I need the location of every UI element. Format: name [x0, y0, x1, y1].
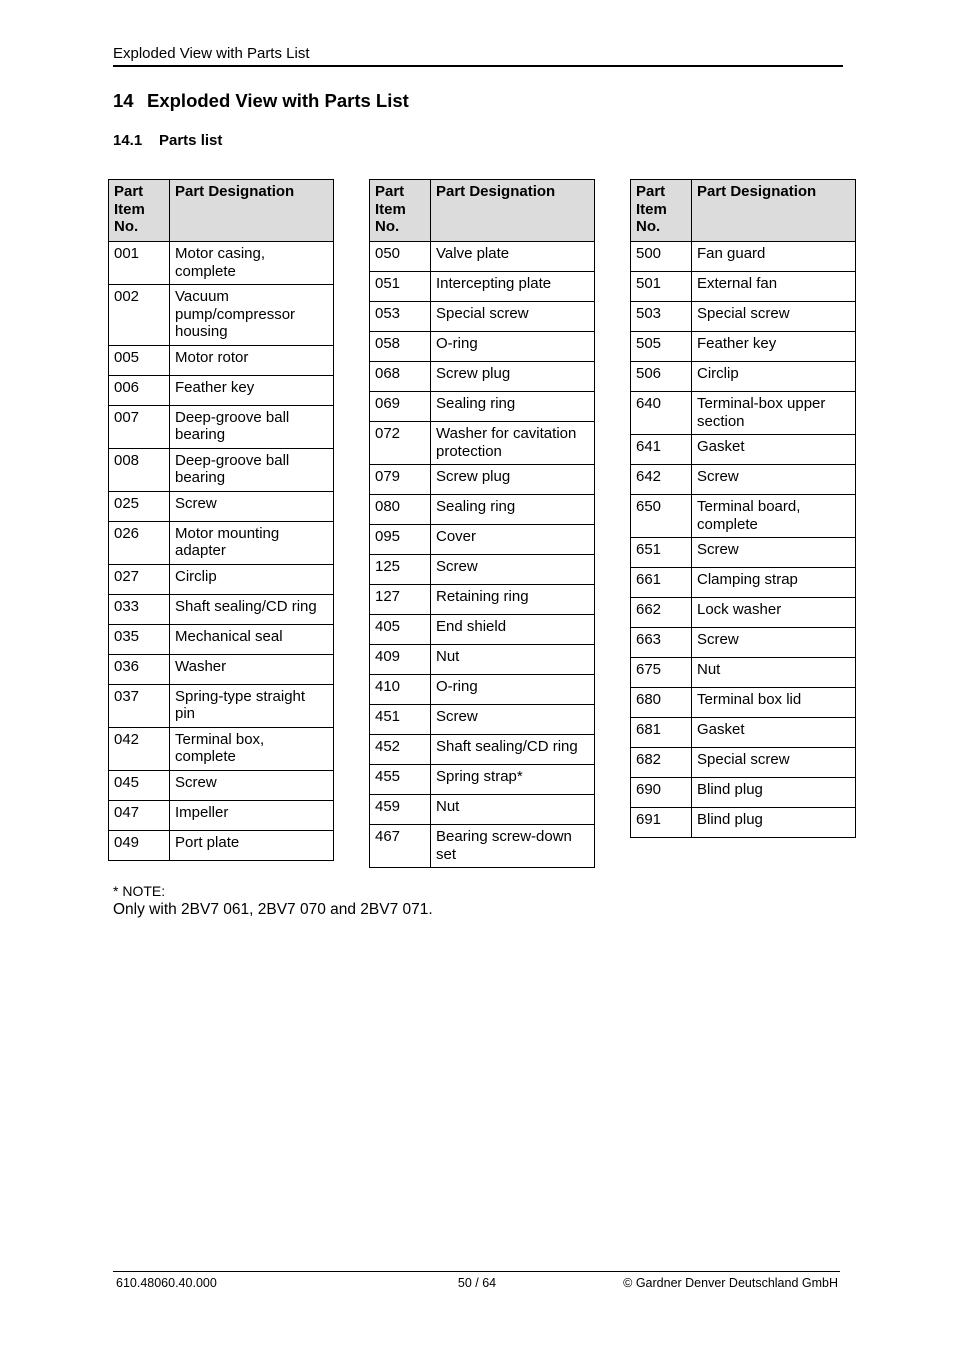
table-row [109, 684, 334, 727]
part-designation: O-ring [431, 675, 595, 705]
table-row [370, 765, 595, 795]
part-item-no: 001 [109, 242, 170, 285]
table-row [370, 465, 595, 495]
section-number: 14.1 [113, 132, 143, 149]
note-text: Only with 2BV7 061, 2BV7 070 and 2BV7 071. [113, 901, 433, 918]
part-designation: External fan [692, 272, 856, 302]
table-row [109, 770, 334, 800]
part-item-no: 002 [109, 285, 170, 346]
part-item-no: 068 [370, 362, 431, 392]
table-row [109, 654, 334, 684]
part-designation: Gasket [692, 718, 856, 748]
part-designation: Special screw [692, 302, 856, 332]
header-item-no: Part Item No. [631, 180, 692, 242]
part-designation: End shield [431, 615, 595, 645]
table-row [631, 392, 856, 435]
part-item-no: 053 [370, 302, 431, 332]
footer-page-number: 50 / 64 [457, 1276, 497, 1290]
table-row [631, 658, 856, 688]
table-row [109, 405, 334, 448]
part-item-no: 506 [631, 362, 692, 392]
table-row [631, 435, 856, 465]
table-row [109, 242, 334, 285]
part-designation: Screw plug [431, 362, 595, 392]
table-row [370, 495, 595, 525]
table-row [109, 800, 334, 830]
part-designation: O-ring [431, 332, 595, 362]
header-designation: Part Designation [170, 180, 334, 242]
part-item-no: 036 [109, 654, 170, 684]
part-designation: Bearing screw-down set [431, 825, 595, 868]
part-designation: Washer for cavitation protection [431, 422, 595, 465]
part-item-no: 049 [109, 830, 170, 860]
header-designation: Part Designation [431, 180, 595, 242]
part-item-no: 455 [370, 765, 431, 795]
header-item-no: Part Item No. [370, 180, 431, 242]
part-item-no: 047 [109, 800, 170, 830]
part-item-no: 662 [631, 598, 692, 628]
part-designation: Motor casing, complete [170, 242, 334, 285]
part-item-no: 501 [631, 272, 692, 302]
header-designation: Part Designation [692, 180, 856, 242]
part-designation: Terminal board, complete [692, 495, 856, 538]
part-item-no: 008 [109, 448, 170, 491]
part-designation: Blind plug [692, 808, 856, 838]
part-item-no: 682 [631, 748, 692, 778]
part-item-no: 641 [631, 435, 692, 465]
table-row [370, 302, 595, 332]
part-designation: Intercepting plate [431, 272, 595, 302]
part-item-no: 642 [631, 465, 692, 495]
part-item-no: 409 [370, 645, 431, 675]
part-item-no: 026 [109, 521, 170, 564]
part-designation: Sealing ring [431, 495, 595, 525]
part-item-no: 640 [631, 392, 692, 435]
table-row [370, 555, 595, 585]
part-designation: Shaft sealing/CD ring [170, 594, 334, 624]
part-designation: Vacuum pump/compressor housing [170, 285, 334, 346]
part-item-no: 007 [109, 405, 170, 448]
table-row [631, 242, 856, 272]
chapter-number: 14 [113, 90, 134, 111]
part-item-no: 452 [370, 735, 431, 765]
part-item-no: 650 [631, 495, 692, 538]
table-row [370, 615, 595, 645]
part-designation: Mechanical seal [170, 624, 334, 654]
part-item-no: 675 [631, 658, 692, 688]
footer-doc-number: 610.48060.40.000 [116, 1276, 217, 1290]
table-header-row [370, 180, 595, 242]
table-row [109, 345, 334, 375]
part-designation: Motor mounting adapter [170, 521, 334, 564]
table-row [109, 727, 334, 770]
table-row [370, 422, 595, 465]
part-designation: Impeller [170, 800, 334, 830]
part-item-no: 127 [370, 585, 431, 615]
part-designation: Nut [431, 645, 595, 675]
part-item-no: 080 [370, 495, 431, 525]
part-designation: Screw [170, 491, 334, 521]
table-row [631, 778, 856, 808]
part-item-no: 505 [631, 332, 692, 362]
part-item-no: 125 [370, 555, 431, 585]
note-label: * NOTE: [113, 883, 166, 899]
footer-divider [113, 1271, 840, 1272]
table-row [370, 735, 595, 765]
section-title [113, 132, 222, 150]
table-header-row [631, 180, 856, 242]
table-row [109, 624, 334, 654]
part-item-no: 503 [631, 302, 692, 332]
part-designation: Clamping strap [692, 568, 856, 598]
part-item-no: 691 [631, 808, 692, 838]
part-designation: Spring-type straight pin [170, 684, 334, 727]
part-item-no: 663 [631, 628, 692, 658]
part-designation: Screw [431, 705, 595, 735]
chapter-title [113, 90, 409, 112]
table-row [370, 362, 595, 392]
table-row [370, 795, 595, 825]
table-row [370, 272, 595, 302]
table-row [370, 585, 595, 615]
header-item-no: Part Item No. [109, 180, 170, 242]
part-item-no: 027 [109, 564, 170, 594]
part-designation: Terminal box, complete [170, 727, 334, 770]
table-row [370, 525, 595, 555]
table-row [109, 285, 334, 346]
part-designation: Deep-groove ball bearing [170, 405, 334, 448]
part-item-no: 451 [370, 705, 431, 735]
part-designation: Circlip [692, 362, 856, 392]
part-item-no: 405 [370, 615, 431, 645]
table-row [109, 594, 334, 624]
table-row [370, 392, 595, 422]
footer-copyright: © Gardner Denver Deutschland GmbH [623, 1276, 838, 1290]
table-header-row [109, 180, 334, 242]
table-row [631, 495, 856, 538]
part-item-no: 079 [370, 465, 431, 495]
table-row [631, 808, 856, 838]
table-row [109, 521, 334, 564]
part-designation: Sealing ring [431, 392, 595, 422]
parts-table-left [108, 179, 334, 861]
part-designation: Feather key [170, 375, 334, 405]
part-designation: Cover [431, 525, 595, 555]
table-row [631, 272, 856, 302]
part-designation: Circlip [170, 564, 334, 594]
part-item-no: 033 [109, 594, 170, 624]
part-designation: Retaining ring [431, 585, 595, 615]
table-row [631, 748, 856, 778]
part-designation: Washer [170, 654, 334, 684]
part-item-no: 680 [631, 688, 692, 718]
part-item-no: 690 [631, 778, 692, 808]
part-designation: Nut [431, 795, 595, 825]
part-designation: Screw [170, 770, 334, 800]
part-designation: Nut [692, 658, 856, 688]
part-item-no: 037 [109, 684, 170, 727]
table-row [370, 675, 595, 705]
part-designation: Spring strap* [431, 765, 595, 795]
part-item-no: 025 [109, 491, 170, 521]
table-row [631, 332, 856, 362]
part-designation: Screw [692, 538, 856, 568]
part-item-no: 035 [109, 624, 170, 654]
part-designation: Valve plate [431, 242, 595, 272]
part-designation: Screw [692, 628, 856, 658]
part-item-no: 681 [631, 718, 692, 748]
part-item-no: 042 [109, 727, 170, 770]
part-designation: Terminal box lid [692, 688, 856, 718]
part-designation: Special screw [692, 748, 856, 778]
part-item-no: 072 [370, 422, 431, 465]
part-designation: Lock washer [692, 598, 856, 628]
part-designation: Screw [692, 465, 856, 495]
part-item-no: 058 [370, 332, 431, 362]
table-row [631, 718, 856, 748]
part-item-no: 005 [109, 345, 170, 375]
table-row [370, 825, 595, 868]
part-designation: Gasket [692, 435, 856, 465]
part-designation: Terminal-box upper section [692, 392, 856, 435]
part-item-no: 051 [370, 272, 431, 302]
part-item-no: 651 [631, 538, 692, 568]
part-item-no: 069 [370, 392, 431, 422]
table-row [370, 705, 595, 735]
part-designation: Port plate [170, 830, 334, 860]
part-item-no: 045 [109, 770, 170, 800]
part-item-no: 050 [370, 242, 431, 272]
part-item-no: 467 [370, 825, 431, 868]
table-row [631, 598, 856, 628]
table-row [631, 568, 856, 598]
part-designation: Special screw [431, 302, 595, 332]
table-row [631, 538, 856, 568]
table-row [631, 628, 856, 658]
part-designation: Screw plug [431, 465, 595, 495]
part-item-no: 095 [370, 525, 431, 555]
part-designation: Screw [431, 555, 595, 585]
part-designation: Motor rotor [170, 345, 334, 375]
table-row [109, 375, 334, 405]
part-item-no: 500 [631, 242, 692, 272]
part-item-no: 410 [370, 675, 431, 705]
table-row [109, 564, 334, 594]
table-row [370, 645, 595, 675]
table-row [109, 491, 334, 521]
section-title-text: Parts list [159, 132, 223, 149]
part-designation: Deep-groove ball bearing [170, 448, 334, 491]
part-designation: Blind plug [692, 778, 856, 808]
parts-table-middle [369, 179, 595, 868]
part-item-no: 661 [631, 568, 692, 598]
part-item-no: 006 [109, 375, 170, 405]
table-row [631, 688, 856, 718]
part-designation: Feather key [692, 332, 856, 362]
table-row [109, 830, 334, 860]
running-header: Exploded View with Parts List [113, 45, 843, 67]
part-item-no: 459 [370, 795, 431, 825]
table-row [370, 332, 595, 362]
part-designation: Fan guard [692, 242, 856, 272]
table-row [109, 448, 334, 491]
table-row [631, 302, 856, 332]
table-row [631, 465, 856, 495]
table-row [631, 362, 856, 392]
part-designation: Shaft sealing/CD ring [431, 735, 595, 765]
parts-table-right [630, 179, 856, 838]
table-row [370, 242, 595, 272]
chapter-title-text: Exploded View with Parts List [147, 90, 409, 111]
